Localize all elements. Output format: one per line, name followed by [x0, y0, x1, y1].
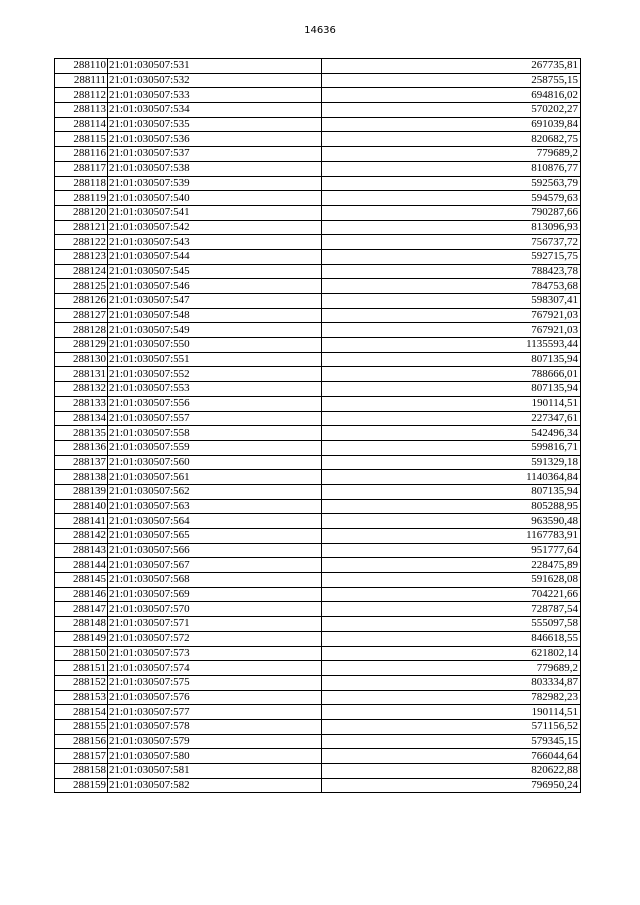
cadastral-number-cell: 21:01:030507:550	[108, 338, 322, 353]
cadastral-number-cell: 21:01:030507:537	[108, 147, 322, 162]
table-row	[55, 455, 581, 470]
row-number-cell: 288130	[55, 352, 108, 367]
cadastral-number-cell: 21:01:030507:543	[108, 235, 322, 250]
cadastral-number-cell: 21:01:030507:562	[108, 484, 322, 499]
table-row	[55, 602, 581, 617]
cadastral-value-cell: 598307,41	[322, 294, 581, 309]
row-number-cell: 288113	[55, 103, 108, 118]
table-row	[55, 323, 581, 338]
cadastral-number-cell: 21:01:030507:568	[108, 573, 322, 588]
cadastral-number-cell: 21:01:030507:580	[108, 749, 322, 764]
row-number-cell: 288128	[55, 323, 108, 338]
cadastral-number-cell: 21:01:030507:573	[108, 646, 322, 661]
cadastral-number-cell: 21:01:030507:567	[108, 558, 322, 573]
table-row	[55, 719, 581, 734]
cadastral-value-cell: 190114,51	[322, 705, 581, 720]
cadastral-number-cell: 21:01:030507:559	[108, 440, 322, 455]
cadastral-value-cell: 1140364,84	[322, 470, 581, 485]
row-number-cell: 288122	[55, 235, 108, 250]
cadastral-number-cell: 21:01:030507:576	[108, 690, 322, 705]
cadastral-value-cell: 1167783,91	[322, 529, 581, 544]
cadastral-value-cell: 766044,64	[322, 749, 581, 764]
cadastral-value-cell: 591329,18	[322, 455, 581, 470]
cadastral-value-cell: 571156,52	[322, 719, 581, 734]
cadastral-value-cell: 190114,51	[322, 396, 581, 411]
row-number-cell: 288146	[55, 587, 108, 602]
table-row	[55, 440, 581, 455]
table-row	[55, 705, 581, 720]
cadastral-value-cell: 555097,58	[322, 617, 581, 632]
row-number-cell: 288147	[55, 602, 108, 617]
cadastral-value-cell: 542496,34	[322, 426, 581, 441]
cadastral-value-cell: 704221,66	[322, 587, 581, 602]
cadastral-value-cell: 788666,01	[322, 367, 581, 382]
row-number-cell: 288114	[55, 117, 108, 132]
table-row	[55, 132, 581, 147]
row-number-cell: 288126	[55, 294, 108, 309]
row-number-cell: 288158	[55, 764, 108, 779]
cadastral-value-cell: 592563,79	[322, 176, 581, 191]
cadastral-value-cell: 592715,75	[322, 249, 581, 264]
row-number-cell: 288153	[55, 690, 108, 705]
cadastral-number-cell: 21:01:030507:564	[108, 514, 322, 529]
table-row	[55, 778, 581, 793]
table-row	[55, 308, 581, 323]
cadastral-number-cell: 21:01:030507:535	[108, 117, 322, 132]
row-number-cell: 288125	[55, 279, 108, 294]
table-row	[55, 690, 581, 705]
table-row	[55, 470, 581, 485]
table-row	[55, 294, 581, 309]
cadastral-number-cell: 21:01:030507:538	[108, 161, 322, 176]
cadastral-value-cell: 963590,48	[322, 514, 581, 529]
table-row	[55, 661, 581, 676]
table-row	[55, 514, 581, 529]
cadastral-number-cell: 21:01:030507:539	[108, 176, 322, 191]
cadastral-value-cell: 258755,15	[322, 73, 581, 88]
cadastral-number-cell: 21:01:030507:582	[108, 778, 322, 793]
cadastral-number-cell: 21:01:030507:561	[108, 470, 322, 485]
cadastral-number-cell: 21:01:030507:565	[108, 529, 322, 544]
table-row	[55, 587, 581, 602]
cadastral-value-cell: 767921,03	[322, 308, 581, 323]
cadastral-value-cell: 579345,15	[322, 734, 581, 749]
table-row	[55, 88, 581, 103]
cadastral-value-cell: 767921,03	[322, 323, 581, 338]
cadastral-value-cell: 951777,64	[322, 543, 581, 558]
table-row	[55, 499, 581, 514]
row-number-cell: 288143	[55, 543, 108, 558]
cadastral-value-cell: 820682,75	[322, 132, 581, 147]
page-number: 14636	[304, 25, 336, 36]
table-row	[55, 59, 581, 74]
cadastral-value-cell: 807135,94	[322, 484, 581, 499]
cadastral-value-cell: 779689,2	[322, 147, 581, 162]
row-number-cell: 288159	[55, 778, 108, 793]
cadastral-value-cell: 570202,27	[322, 103, 581, 118]
row-number-cell: 288140	[55, 499, 108, 514]
cadastral-value-cell: 599816,71	[322, 440, 581, 455]
table-row	[55, 734, 581, 749]
table-row	[55, 749, 581, 764]
row-number-cell: 288155	[55, 719, 108, 734]
cadastral-value-cell: 227347,61	[322, 411, 581, 426]
row-number-cell: 288110	[55, 59, 108, 74]
cadastral-number-cell: 21:01:030507:544	[108, 249, 322, 264]
cadastral-value-cell: 796950,24	[322, 778, 581, 793]
row-number-cell: 288150	[55, 646, 108, 661]
row-number-cell: 288124	[55, 264, 108, 279]
table-row	[55, 249, 581, 264]
cadastral-value-cell: 267735,81	[322, 59, 581, 74]
table-row	[55, 220, 581, 235]
table-row	[55, 426, 581, 441]
cadastral-number-cell: 21:01:030507:581	[108, 764, 322, 779]
cadastral-value-cell: 691039,84	[322, 117, 581, 132]
cadastral-number-cell: 21:01:030507:549	[108, 323, 322, 338]
table-row	[55, 382, 581, 397]
cadastral-value-cell: 820622,88	[322, 764, 581, 779]
cadastral-number-cell: 21:01:030507:571	[108, 617, 322, 632]
table-row	[55, 161, 581, 176]
table-row	[55, 205, 581, 220]
cadastral-value-cell: 621802,14	[322, 646, 581, 661]
cadastral-value-cell: 694816,02	[322, 88, 581, 103]
cadastral-number-cell: 21:01:030507:574	[108, 661, 322, 676]
row-number-cell: 288112	[55, 88, 108, 103]
cadastral-number-cell: 21:01:030507:553	[108, 382, 322, 397]
row-number-cell: 288137	[55, 455, 108, 470]
row-number-cell: 288111	[55, 73, 108, 88]
table-row	[55, 103, 581, 118]
row-number-cell: 288141	[55, 514, 108, 529]
cadastral-number-cell: 21:01:030507:570	[108, 602, 322, 617]
row-number-cell: 288152	[55, 675, 108, 690]
row-number-cell: 288156	[55, 734, 108, 749]
table-row	[55, 367, 581, 382]
row-number-cell: 288145	[55, 573, 108, 588]
cadastral-value-cell: 846618,55	[322, 631, 581, 646]
row-number-cell: 288123	[55, 249, 108, 264]
table-row	[55, 147, 581, 162]
cadastral-number-cell: 21:01:030507:556	[108, 396, 322, 411]
row-number-cell: 288151	[55, 661, 108, 676]
row-number-cell: 288121	[55, 220, 108, 235]
cadastral-number-cell: 21:01:030507:577	[108, 705, 322, 720]
cadastral-number-cell: 21:01:030507:542	[108, 220, 322, 235]
row-number-cell: 288127	[55, 308, 108, 323]
cadastral-number-cell: 21:01:030507:545	[108, 264, 322, 279]
row-number-cell: 288133	[55, 396, 108, 411]
row-number-cell: 288142	[55, 529, 108, 544]
cadastral-value-cell: 805288,95	[322, 499, 581, 514]
cadastral-value-cell: 803334,87	[322, 675, 581, 690]
cadastral-number-cell: 21:01:030507:547	[108, 294, 322, 309]
cadastral-value-cell: 813096,93	[322, 220, 581, 235]
table-row	[55, 543, 581, 558]
table-row	[55, 631, 581, 646]
row-number-cell: 288115	[55, 132, 108, 147]
table-row	[55, 558, 581, 573]
cadastral-value-cell: 1135593,44	[322, 338, 581, 353]
cadastral-value-cell: 784753,68	[322, 279, 581, 294]
cadastral-value-cell: 591628,08	[322, 573, 581, 588]
table-row	[55, 646, 581, 661]
cadastral-value-cell: 756737,72	[322, 235, 581, 250]
cadastral-number-cell: 21:01:030507:548	[108, 308, 322, 323]
row-number-cell: 288149	[55, 631, 108, 646]
cadastral-number-cell: 21:01:030507:575	[108, 675, 322, 690]
table-row	[55, 191, 581, 206]
table-row	[55, 764, 581, 779]
table-row	[55, 396, 581, 411]
cadastral-number-cell: 21:01:030507:572	[108, 631, 322, 646]
cadastral-number-cell: 21:01:030507:531	[108, 59, 322, 74]
table-row	[55, 352, 581, 367]
cadastral-value-cell: 788423,78	[322, 264, 581, 279]
table-row	[55, 176, 581, 191]
cadastral-value-cell: 790287,66	[322, 205, 581, 220]
table-body	[55, 59, 581, 793]
row-number-cell: 288138	[55, 470, 108, 485]
row-number-cell: 288117	[55, 161, 108, 176]
cadastral-number-cell: 21:01:030507:560	[108, 455, 322, 470]
row-number-cell: 288129	[55, 338, 108, 353]
cadastral-number-cell: 21:01:030507:566	[108, 543, 322, 558]
row-number-cell: 288120	[55, 205, 108, 220]
row-number-cell: 288131	[55, 367, 108, 382]
cadastral-number-cell: 21:01:030507:558	[108, 426, 322, 441]
table-row	[55, 529, 581, 544]
table-row	[55, 573, 581, 588]
cadastral-value-cell: 228475,89	[322, 558, 581, 573]
table-row	[55, 411, 581, 426]
cadastral-number-cell: 21:01:030507:578	[108, 719, 322, 734]
row-number-cell: 288135	[55, 426, 108, 441]
cadastral-value-cell: 782982,23	[322, 690, 581, 705]
cadastral-value-cell: 594579,63	[322, 191, 581, 206]
cadastral-value-cell: 779689,2	[322, 661, 581, 676]
table-row	[55, 73, 581, 88]
cadastral-number-cell: 21:01:030507:532	[108, 73, 322, 88]
cadastral-number-cell: 21:01:030507:533	[108, 88, 322, 103]
cadastral-number-cell: 21:01:030507:536	[108, 132, 322, 147]
row-number-cell: 288148	[55, 617, 108, 632]
table-row	[55, 617, 581, 632]
row-number-cell: 288118	[55, 176, 108, 191]
row-number-cell: 288154	[55, 705, 108, 720]
row-number-cell: 288132	[55, 382, 108, 397]
cadastral-number-cell: 21:01:030507:569	[108, 587, 322, 602]
cadastral-number-cell: 21:01:030507:557	[108, 411, 322, 426]
cadastral-number-cell: 21:01:030507:546	[108, 279, 322, 294]
row-number-cell: 288157	[55, 749, 108, 764]
row-number-cell: 288144	[55, 558, 108, 573]
cadastral-number-cell: 21:01:030507:579	[108, 734, 322, 749]
cadastral-number-cell: 21:01:030507:552	[108, 367, 322, 382]
table-row	[55, 264, 581, 279]
cadastral-number-cell: 21:01:030507:534	[108, 103, 322, 118]
cadastral-number-cell: 21:01:030507:540	[108, 191, 322, 206]
cadastral-number-cell: 21:01:030507:563	[108, 499, 322, 514]
row-number-cell: 288134	[55, 411, 108, 426]
cadastral-number-cell: 21:01:030507:541	[108, 205, 322, 220]
row-number-cell: 288139	[55, 484, 108, 499]
cadastral-number-cell: 21:01:030507:551	[108, 352, 322, 367]
row-number-cell: 288116	[55, 147, 108, 162]
cadastral-value-cell: 807135,94	[322, 352, 581, 367]
table-row	[55, 279, 581, 294]
table-row	[55, 338, 581, 353]
cadastral-value-cell: 807135,94	[322, 382, 581, 397]
table-row	[55, 117, 581, 132]
cadastral-value-cell: 810876,77	[322, 161, 581, 176]
cadastral-value-table	[54, 58, 581, 793]
row-number-cell: 288119	[55, 191, 108, 206]
table-row	[55, 484, 581, 499]
table-row	[55, 235, 581, 250]
table-row	[55, 675, 581, 690]
cadastral-value-cell: 728787,54	[322, 602, 581, 617]
row-number-cell: 288136	[55, 440, 108, 455]
